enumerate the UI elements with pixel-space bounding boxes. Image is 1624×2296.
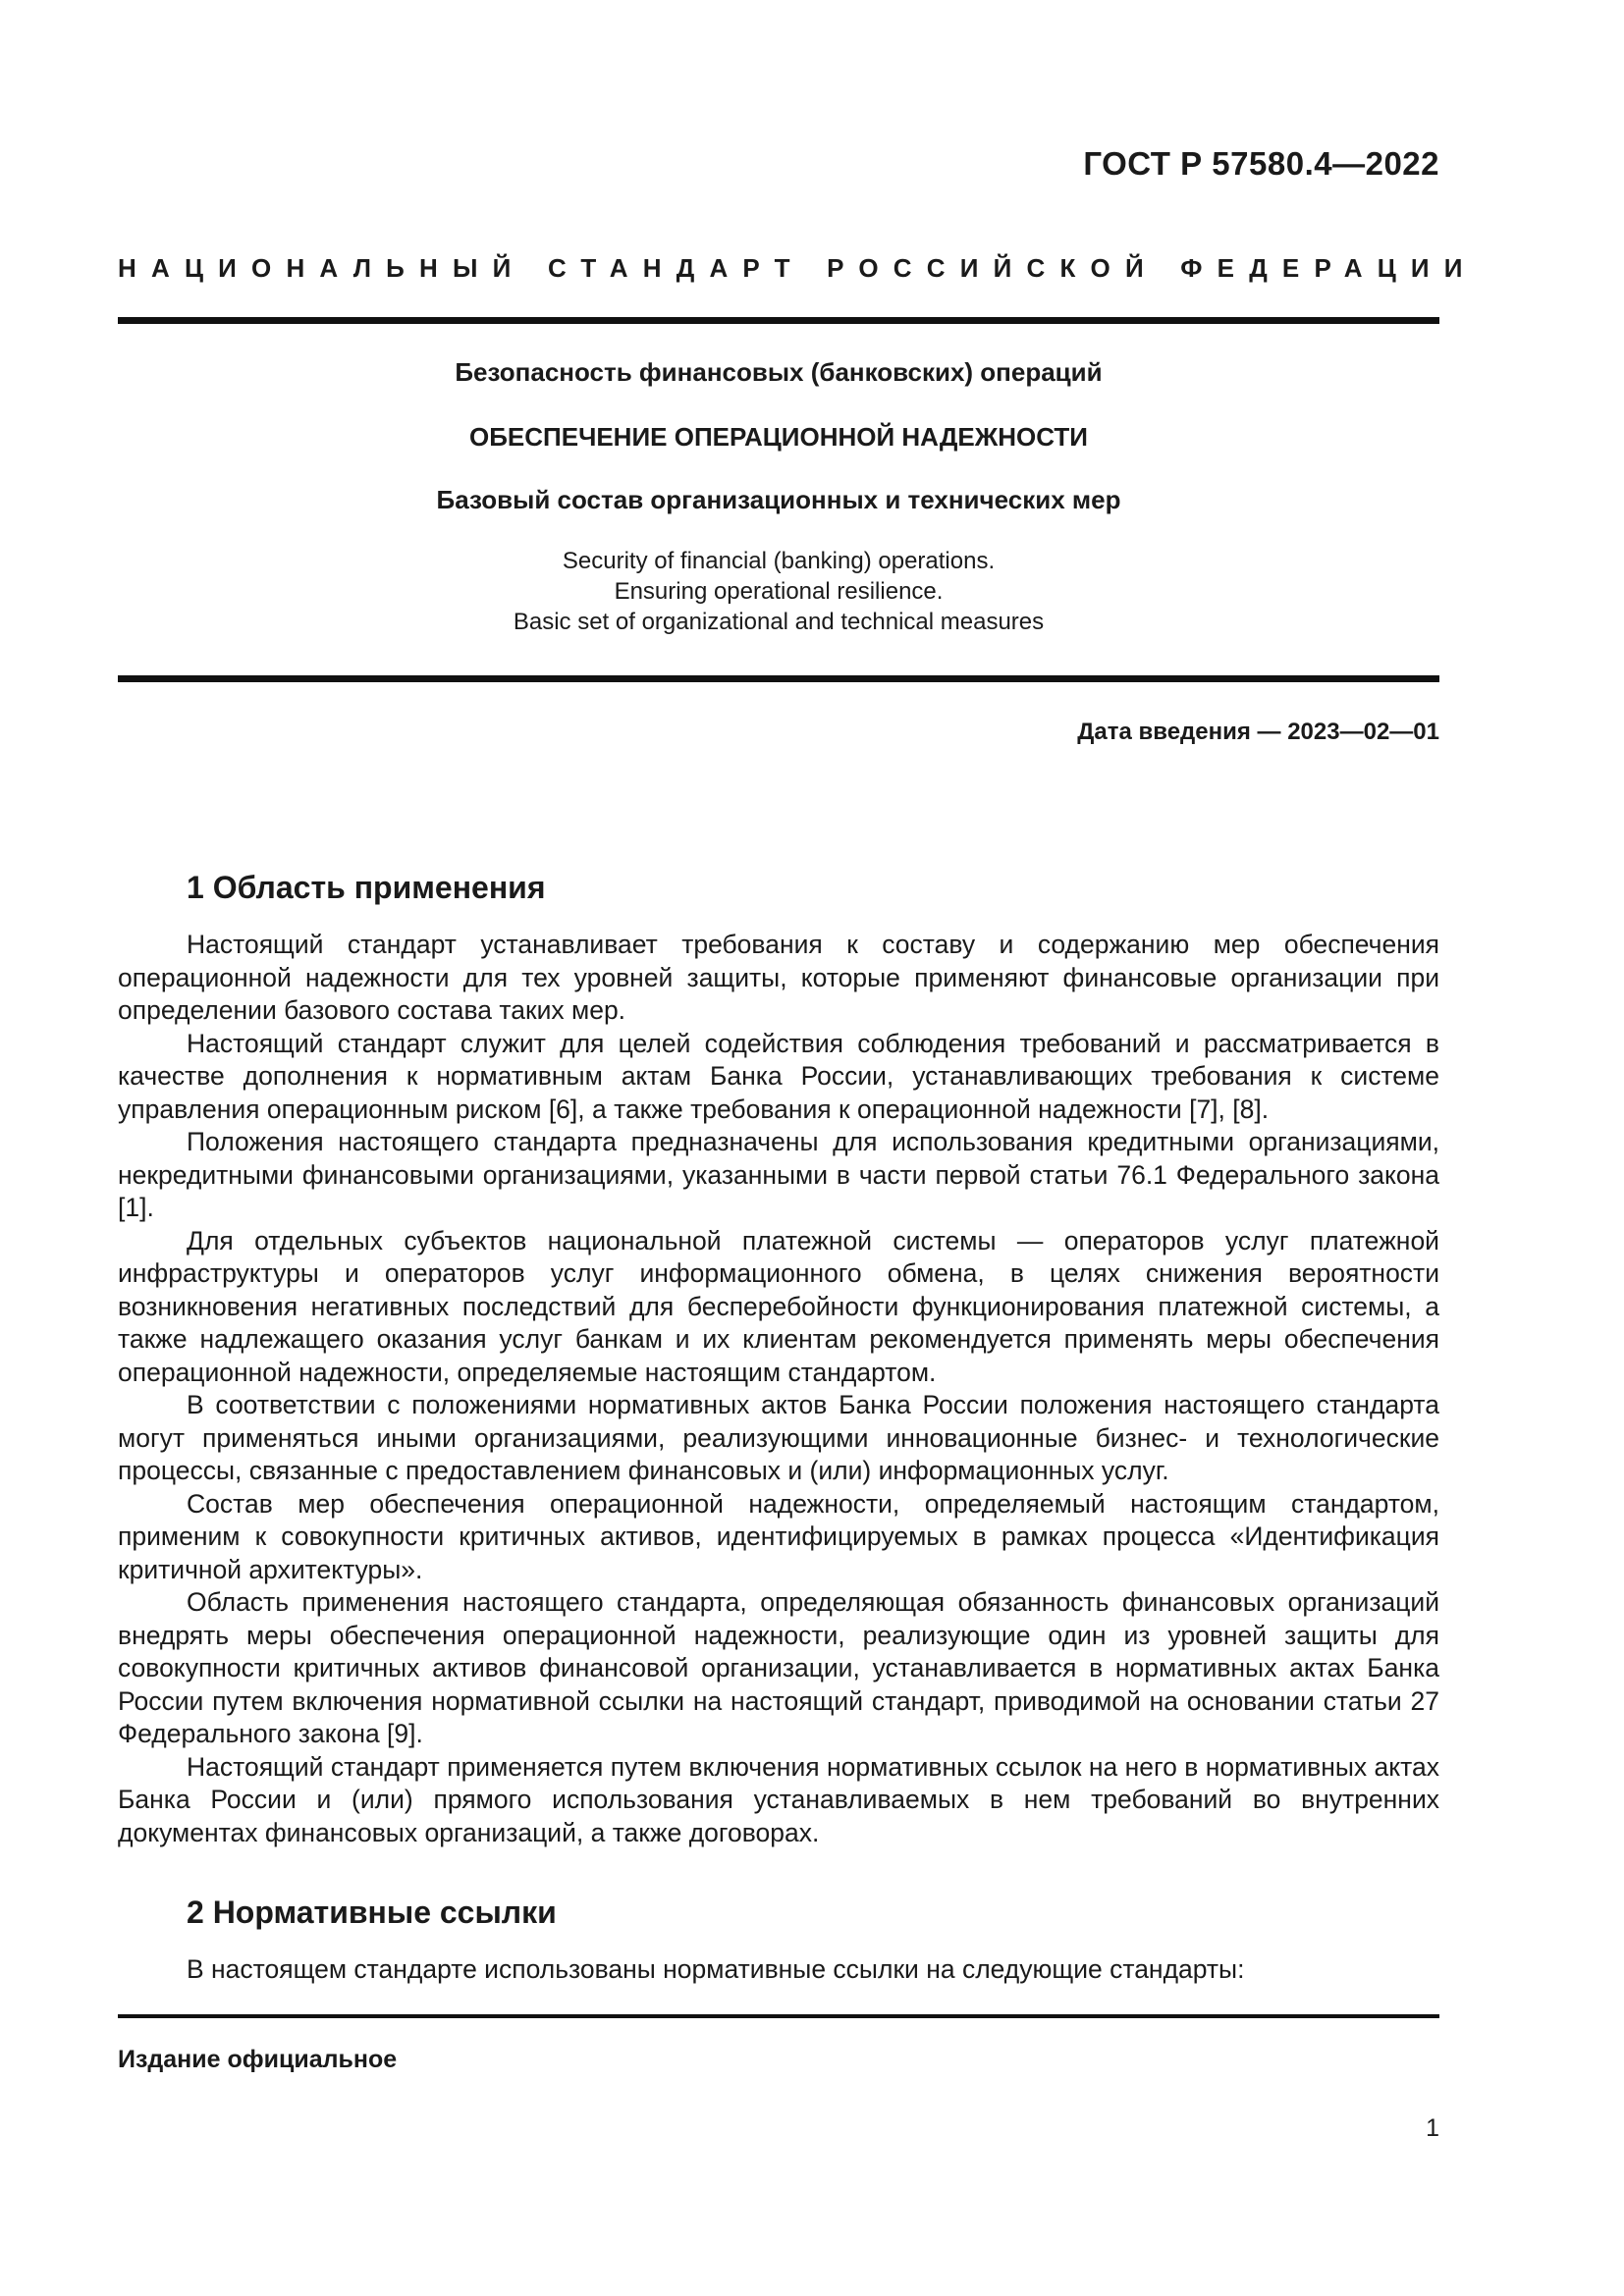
english-title-line-1: Security of financial (banking) operations.: [562, 548, 996, 574]
introduction-date: Дата введения — 2023—02—01: [1077, 719, 1439, 745]
national-standard-banner: НАЦИОНАЛЬНЫЙ СТАНДАРТ РОССИЙСКОЙ ФЕДЕРАЦИИ: [118, 253, 1478, 283]
section-1-body: [118, 929, 1439, 1849]
paragraph: В соответствии с положениями нормативных актов Банка России положения настоящего стандарта могут применяться иными организациями, реализующими инновационные бизнес- и технологические процессы, связанные с предоставлением финансовых и (или) информационных услуг.: [118, 1390, 1439, 1485]
page-number: 1: [1426, 2114, 1439, 2142]
section-2-body: [118, 1953, 1439, 1987]
official-edition-label: Издание официальное: [118, 2046, 398, 2073]
paragraph: Настоящий стандарт устанавливает требования к составу и содержанию мер обеспечения операционной надежности для тех уровней защиты, которые применяют финансовые организации при определении базового состава таких мер.: [118, 930, 1439, 1025]
title-bottom-rule: [118, 675, 1439, 682]
paragraph: В настоящем стандарте использованы нормативные ссылки на следующие стандарты:: [187, 1954, 1245, 1984]
english-title-line-2: Ensuring operational resilience.: [614, 578, 944, 605]
paragraph: Положения настоящего стандарта предназначены для использования кредитными организациями, некредитными финансовыми организациями, указанными в части первой статьи 76.1 Федерального закона [1].: [118, 1127, 1439, 1222]
title-line-3: Базовый состав организационных и технических мер: [436, 485, 1121, 514]
paragraph: Для отдельных субъектов национальной платежной системы — операторов услуг платежной инфраструктуры и операторов услуг информационного обмена, в целях снижения вероятности возникновения негативных последствий для бесперебойности функционирования платежной системы, а также надлежащего оказания услуг банкам и их клиентам рекомендуется применять меры обеспечения операционной надежности, определяемые настоящим стандартом.: [118, 1225, 1439, 1387]
title-line-2: ОБЕСПЕЧЕНИЕ ОПЕРАЦИОННОЙ НАДЕЖНОСТИ: [469, 422, 1088, 452]
top-rule: [118, 317, 1439, 324]
section-2-heading: 2 Нормативные ссылки: [187, 1895, 557, 1930]
english-title-line-3: Basic set of organizational and technical measures: [513, 609, 1045, 635]
paragraph: Состав мер обеспечения операционной надежности, определяемый настоящим стандартом, применим к совокупности критичных активов, идентифицируемых в рамках процесса «Идентификация критичной архитектуры».: [118, 1488, 1439, 1584]
paragraph: Область применения настоящего стандарта, определяющая обязанность финансовых организаций внедрять меры обеспечения операционной надежности, реализующие один из уровней защиты для совокупности критичных активов финансовой организации, устанавливается в нормативных актах Банка России путем включения нормативной ссылки на настоящий стандарт, приводимой на основании статьи 27 Федерального закона [9].: [118, 1587, 1439, 1748]
footer-rule: [118, 2014, 1439, 2018]
section-1-heading: 1 Область применения: [187, 870, 546, 905]
standard-designation: ГОСТ Р 57580.4—2022: [1083, 145, 1439, 182]
title-line-1: Безопасность финансовых (банковских) операций: [455, 357, 1103, 387]
paragraph: Настоящий стандарт служит для целей содействия соблюдения требований и рассматривается в качестве дополнения к нормативным актам Банка России, устанавливающих требования к системе управления операционным риском [6], а также требования к операционной надежности [7], [8].: [118, 1028, 1439, 1124]
paragraph: Настоящий стандарт применяется путем включения нормативных ссылок на него в нормативных актах Банка России и (или) прямого использования устанавливаемых в нем требований во внутренних документах финансовых организаций, а также договорах.: [118, 1751, 1439, 1847]
english-title: [118, 546, 1439, 637]
